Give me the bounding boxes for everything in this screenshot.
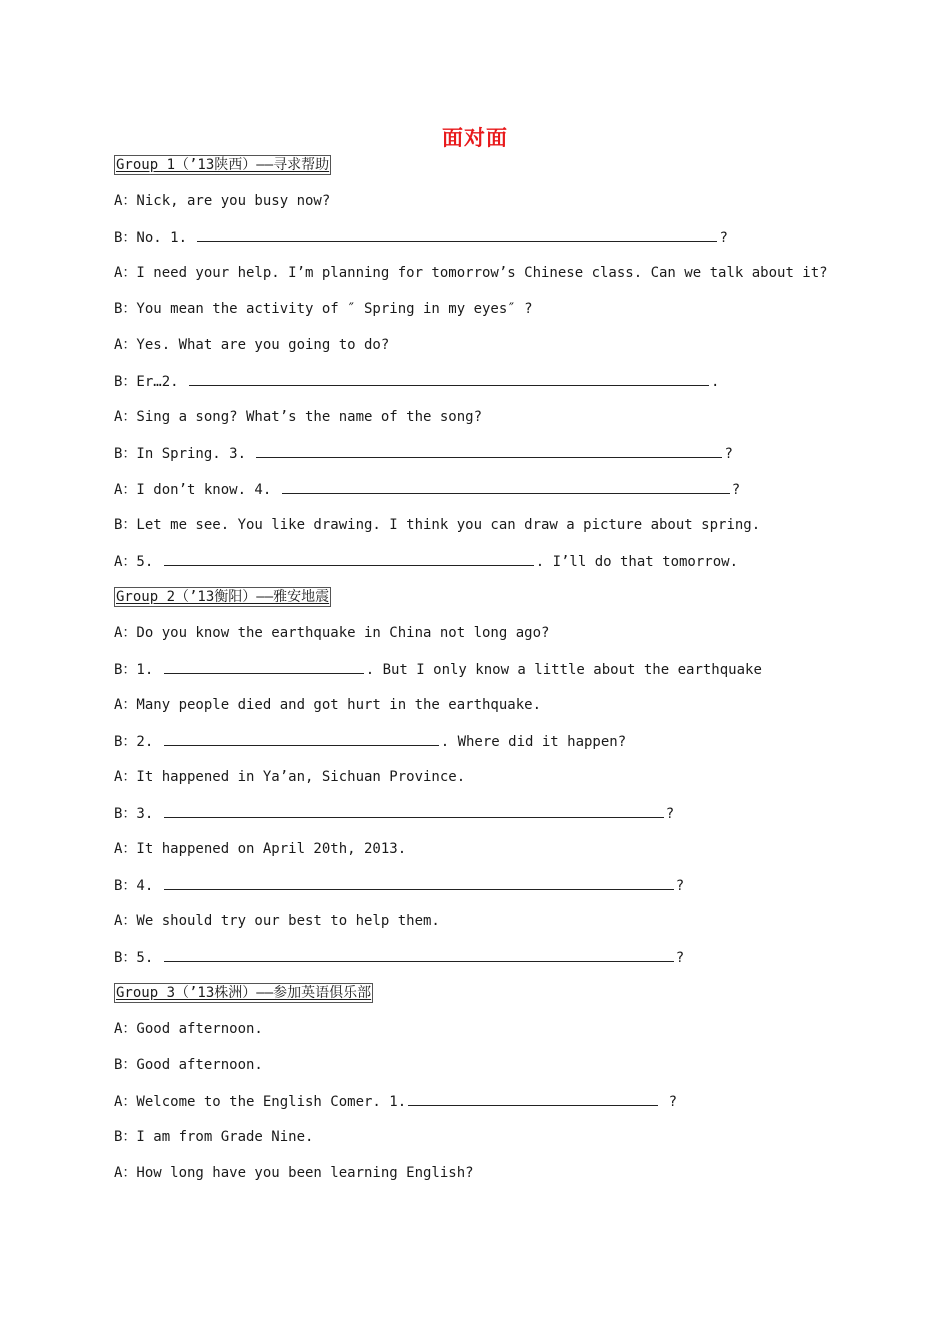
line-prefix: B：4. [114,878,162,894]
dialogue-line: A：I need your help. I’m planning for tomorrow’s Chinese class. Can we talk about it? [114,265,828,281]
line-suffix: . But I only know a little about the earthquake [365,662,762,678]
line-suffix: ? [675,878,685,894]
dialogue-line: A：We should try our best to help them. [114,913,440,929]
answer-blank[interactable] [164,803,664,818]
dialogue-content [114,155,854,1199]
dialogue-line [114,803,854,839]
line-suffix: ? [665,806,675,822]
answer-blank[interactable] [256,443,722,458]
line-prefix: B：Er…2. [114,374,188,390]
group-1-heading-row [114,155,854,191]
line-prefix: B：5. [114,950,162,966]
line-suffix: ? [675,950,685,966]
dialogue-line: B：You mean the activity of ″ Spring in my eyes″ ? [114,301,533,317]
group-1-heading: Group 1（’13陕西）——寻求帮助 [116,157,330,173]
dialogue-line: A：Many people died and got hurt in the earthquake. [114,697,542,713]
line-suffix: . Where did it happen? [440,734,627,750]
dialogue-line [114,947,854,983]
dialogue-line [114,443,854,479]
line-prefix: B：2. [114,734,162,750]
dialogue-line [114,659,854,695]
dialogue-line [114,1091,854,1127]
line-prefix: B：In Spring. 3. [114,446,255,462]
line-suffix: ? [719,230,728,246]
dialogue-line [114,731,854,767]
line-suffix: ? [724,446,733,462]
dialogue-line: A：How long have you been learning English? [114,1165,474,1181]
answer-blank[interactable] [164,875,674,890]
page-title: 面对面 [442,126,508,150]
line-prefix: A：5. [114,554,162,570]
dialogue-line: A：Sing a song? What’s the name of the song? [114,409,483,425]
dialogue-line: A：It happened in Ya’an, Sichuan Province. [114,769,466,785]
dialogue-line: B：I am from Grade Nine. [114,1129,314,1145]
answer-blank[interactable] [197,227,717,242]
line-prefix: A：I don’t know. 4. [114,482,280,498]
group-2-heading: Group 2（’13衡阳）——雅安地震 [116,589,330,605]
dialogue-line: A：Nick, are you busy now? [114,193,331,209]
dialogue-line: A：Yes. What are you going to do? [114,337,390,353]
line-suffix: ? [731,482,741,498]
line-prefix: B：No. 1. [114,230,196,246]
dialogue-line: B：Let me see. You like drawing. I think you can draw a picture about spring. [114,517,761,533]
dialogue-line: A：It happened on April 20th, 2013. [114,841,407,857]
line-suffix: . [711,374,720,390]
dialogue-line [114,551,854,587]
answer-blank[interactable] [164,731,439,746]
group-2-heading-row [114,587,854,623]
dialogue-line: B：Good afternoon. [114,1057,263,1073]
dialogue-line: A：Do you know the earthquake in China not long ago? [114,625,550,641]
answer-blank[interactable] [408,1091,658,1106]
line-suffix: . I’ll do that tomorrow. [535,554,739,570]
dialogue-line [114,371,854,407]
group-3-heading: Group 3（’13株洲）——参加英语俱乐部 [116,985,372,1001]
group-3-heading-row [114,983,854,1019]
dialogue-line [114,479,854,515]
dialogue-line: A：Good afternoon. [114,1021,263,1037]
dialogue-line [114,227,854,263]
answer-blank[interactable] [164,947,674,962]
answer-blank[interactable] [164,551,534,566]
answer-blank[interactable] [164,659,364,674]
answer-blank[interactable] [282,479,730,494]
answer-blank[interactable] [189,371,709,386]
line-prefix: B：1. [114,662,162,678]
line-prefix: A：Welcome to the English Comer. 1. [114,1094,407,1110]
dialogue-line [114,875,854,911]
line-prefix: B：3. [114,806,162,822]
line-suffix: ? [660,1094,678,1110]
